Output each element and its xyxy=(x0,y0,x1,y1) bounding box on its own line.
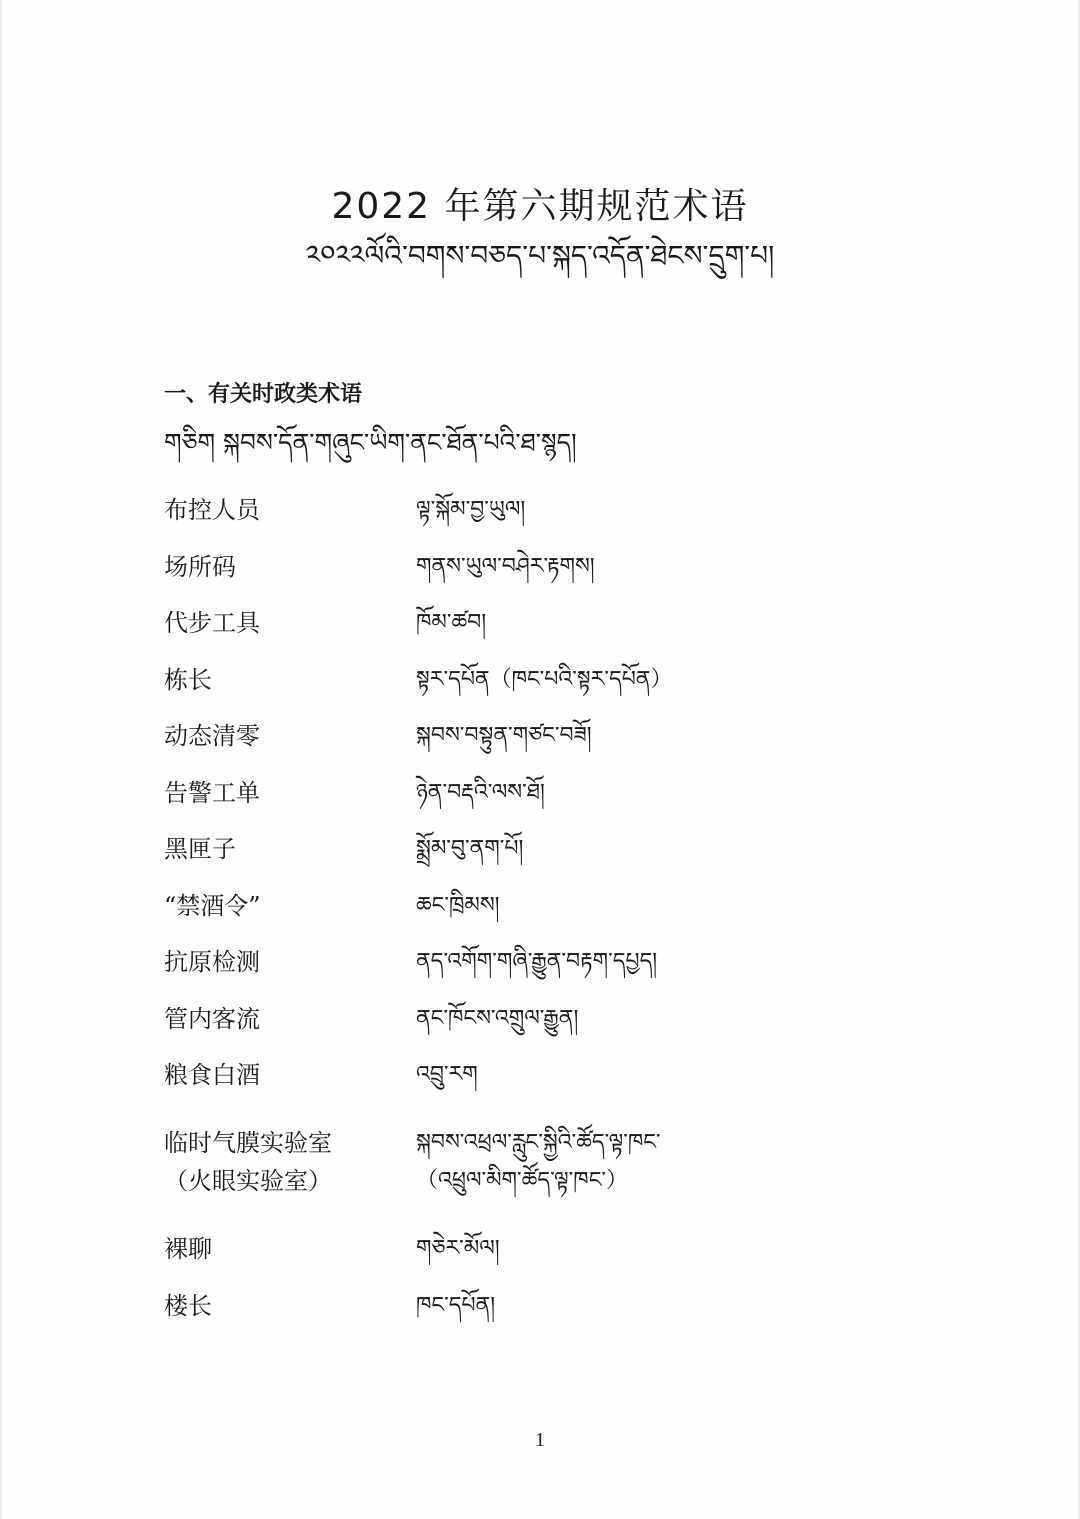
term-zh: （火眼实验室） xyxy=(164,1167,332,1195)
term-zh: 栋长 xyxy=(164,666,212,694)
term-bo: ཁོམ་ཚབ། xyxy=(416,610,487,635)
term-bo: ལྟ་སྐོམ་བྱ་ཡུལ། xyxy=(416,497,526,522)
term-zh: 抗原检测 xyxy=(164,948,260,976)
term-bo: སྐབས་བསྟུན་གཙང་བཟོ། xyxy=(416,723,592,748)
term-bo: ཆང་ཁྲིམས། xyxy=(416,893,500,918)
term-bo: ནད་འགོག་གཞི་རྒྱུན་བརྟག་དཔྱད། xyxy=(416,949,658,974)
page-title-bo: ༢༠༢༢ལོའི་བགས་བཅད་པ་སྐད་འདོན་ཐེངས་དྲུག་པ། xyxy=(305,239,775,272)
term-zh: 临时气膜实验室 xyxy=(164,1129,332,1157)
term-bo: གནས་ཡུལ་བཤེར་རྟགས། xyxy=(416,554,595,579)
term-zh: 代步工具 xyxy=(164,609,260,637)
term-zh: “禁酒令” xyxy=(164,892,261,920)
term-zh: 粮食白酒 xyxy=(164,1061,260,1089)
term-bo: ཁང་དཔོན། xyxy=(416,1293,496,1318)
term-bo: སྐབས་འཕྲལ་རླུང་སྐྱིའི་ཚོད་ལྟ་ཁང་ xyxy=(416,1130,661,1155)
term-bo: འབྲུ་རག xyxy=(416,1062,478,1087)
term-bo: སྟར་དཔོན（ཁང་པའི་སྟར་དཔོན） xyxy=(416,667,673,692)
section-heading-zh: 一、有关时政类术语 xyxy=(164,382,363,407)
term-bo: ནང་ཁོངས་འགྲུལ་རྒྱུན། xyxy=(416,1006,579,1031)
section-heading-bo: གཅིག སྐབས་དོན་གཞུང་ཡིག་ནང་ཐོན་པའི་ཐ་སྙད། xyxy=(164,428,577,457)
term-zh: 楼长 xyxy=(164,1292,212,1320)
term-bo: སྨྲོམ་བུ་ནག་པོ། xyxy=(416,836,524,861)
term-zh: 黑匣子 xyxy=(164,835,236,863)
term-bo: ཉེན་བརྡའི་ལས་ཐོ། xyxy=(416,780,545,805)
term-zh: 裸聊 xyxy=(164,1235,212,1263)
document-page xyxy=(2,0,1078,1519)
term-bo: གཅེར་མོལ། xyxy=(416,1236,500,1261)
term-zh: 场所码 xyxy=(164,553,236,581)
page-number: 1 xyxy=(535,1429,545,1451)
term-zh: 告警工单 xyxy=(164,779,260,807)
term-zh: 动态清零 xyxy=(164,722,260,750)
term-zh: 布控人员 xyxy=(164,496,260,524)
term-bo: （འཕྲུལ་མིག་ཚོད་ལྟ་ཁང་） xyxy=(416,1168,629,1193)
page-title-zh: 2022 年第六期规范术语 xyxy=(331,186,749,227)
term-zh: 管内客流 xyxy=(164,1005,260,1033)
